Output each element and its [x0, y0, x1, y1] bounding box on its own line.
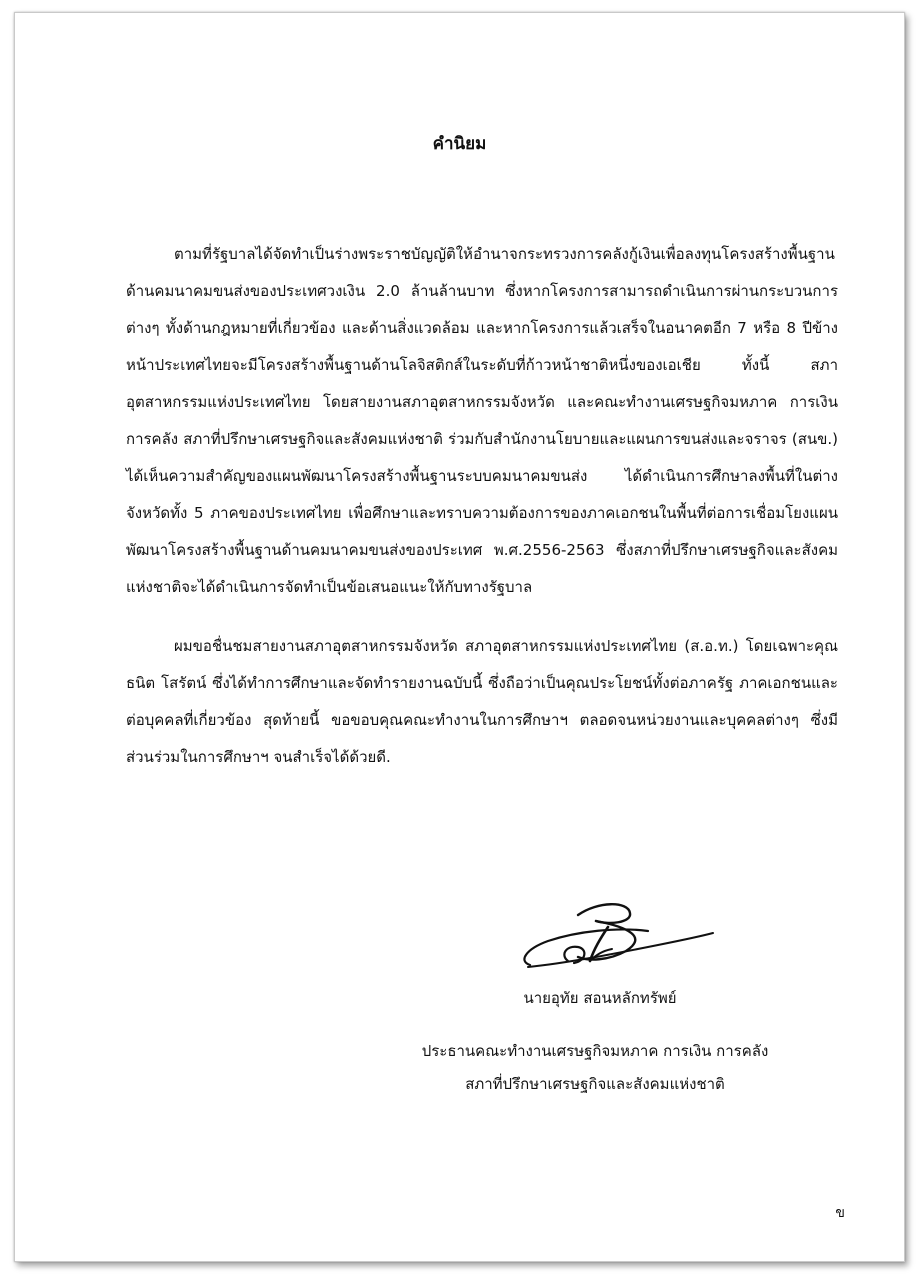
- document-page: [14, 12, 905, 1262]
- body-paragraph-2: ผมขอชื่นชมสายงานสภาอุตสาหกรรมจังหวัด สภาอุตสาหกรรมแห่งประเทศไทย (ส.อ.ท.) โดยเฉพาะคุณธนิต โสรัตน์ ซึ่งได้ทำการศึกษาและจัดทำรายงานฉบับนี้ ซึ่งถือว่าเป็นคุณประโยชน์ทั้งต่อภาครัฐ ภาคเอกชนและต่อบุคคลที่เกี่ยวข้อง สุดท้ายนี้ ขอขอบคุณคณะทำงานในการศึกษาฯ ตลอดจนหน่วยงานและบุคคลต่างๆ ซึ่งมีส่วนร่วมในการศึกษาฯ จนสำเร็จได้ด้วยดี.: [126, 637, 838, 766]
- page-number: ข: [835, 1205, 845, 1221]
- signer-title-line-2: สภาที่ปรึกษาเศรษฐกิจและสังคมแห่งชาติ: [465, 1075, 725, 1093]
- signer-name: นายอุทัย สอนหลักทรัพย์: [523, 989, 677, 1007]
- signer-title-line-1: ประธานคณะทำงานเศรษฐกิจมหภาค การเงิน การคลัง: [421, 1042, 769, 1060]
- body-paragraph-1: ตามที่รัฐบาลได้จัดทำเป็นร่างพระราชบัญญัติให้อำนาจกระทรวงการคลังกู้เงินเพื่อลงทุนโครงสร้างพื้นฐานด้านคมนาคมขนส่งของประเทศวงเงิน 2.0 ล้านล้านบาท ซึ่งหากโครงการสามารถดำเนินการผ่านกระบวนการต่างๆ ทั้งด้านกฎหมายที่เกี่ยวข้อง และด้านสิ่งแวดล้อม และหากโครงการแล้วเสร็จในอนาคตอีก 7 หรือ 8 ปีข้างหน้าประเทศไทยจะมีโครงสร้างพื้นฐานด้านโลจิสติกส์ในระดับที่ก้าวหน้าชาติหนึ่งของเอเชีย ทั้งนี้ สภาอุตสาหกรรมแห่งประเทศไทย โดยสายงานสภาอุตสาหกรรมจังหวัด และคณะทำงานเศรษฐกิจมหภาค การเงิน การคลัง สภาที่ปรึกษาเศรษฐกิจและสังคมแห่งชาติ ร่วมกับสำนักงานโยบายและแผนการขนส่งและจราจร (สนข.) ได้เห็นความสำคัญของแผนพัฒนาโครงสร้างพื้นฐานระบบคมนาคมขนส่ง ได้ดำเนินการศึกษาลงพื้นที่ในต่างจังหวัดทั้ง 5 ภาคของประเทศไทย เพื่อศึกษาและทราบความต้องการของภาคเอกชนในพื้นที่ต่อการเชื่อมโยงแผนพัฒนาโครงสร้างพื้นฐานด้านคมนาคมขนส่งของประเทศ พ.ศ.2556-2563 ซึ่งสภาที่ปรึกษาเศรษฐกิจและสังคมแห่งชาติจะได้ดำเนินการจัดทำเป็นข้อเสนอแนะให้กับทางรัฐบาล: [126, 245, 838, 596]
- handwritten-signature: [508, 891, 718, 981]
- page-title: คำนิยม: [432, 134, 487, 154]
